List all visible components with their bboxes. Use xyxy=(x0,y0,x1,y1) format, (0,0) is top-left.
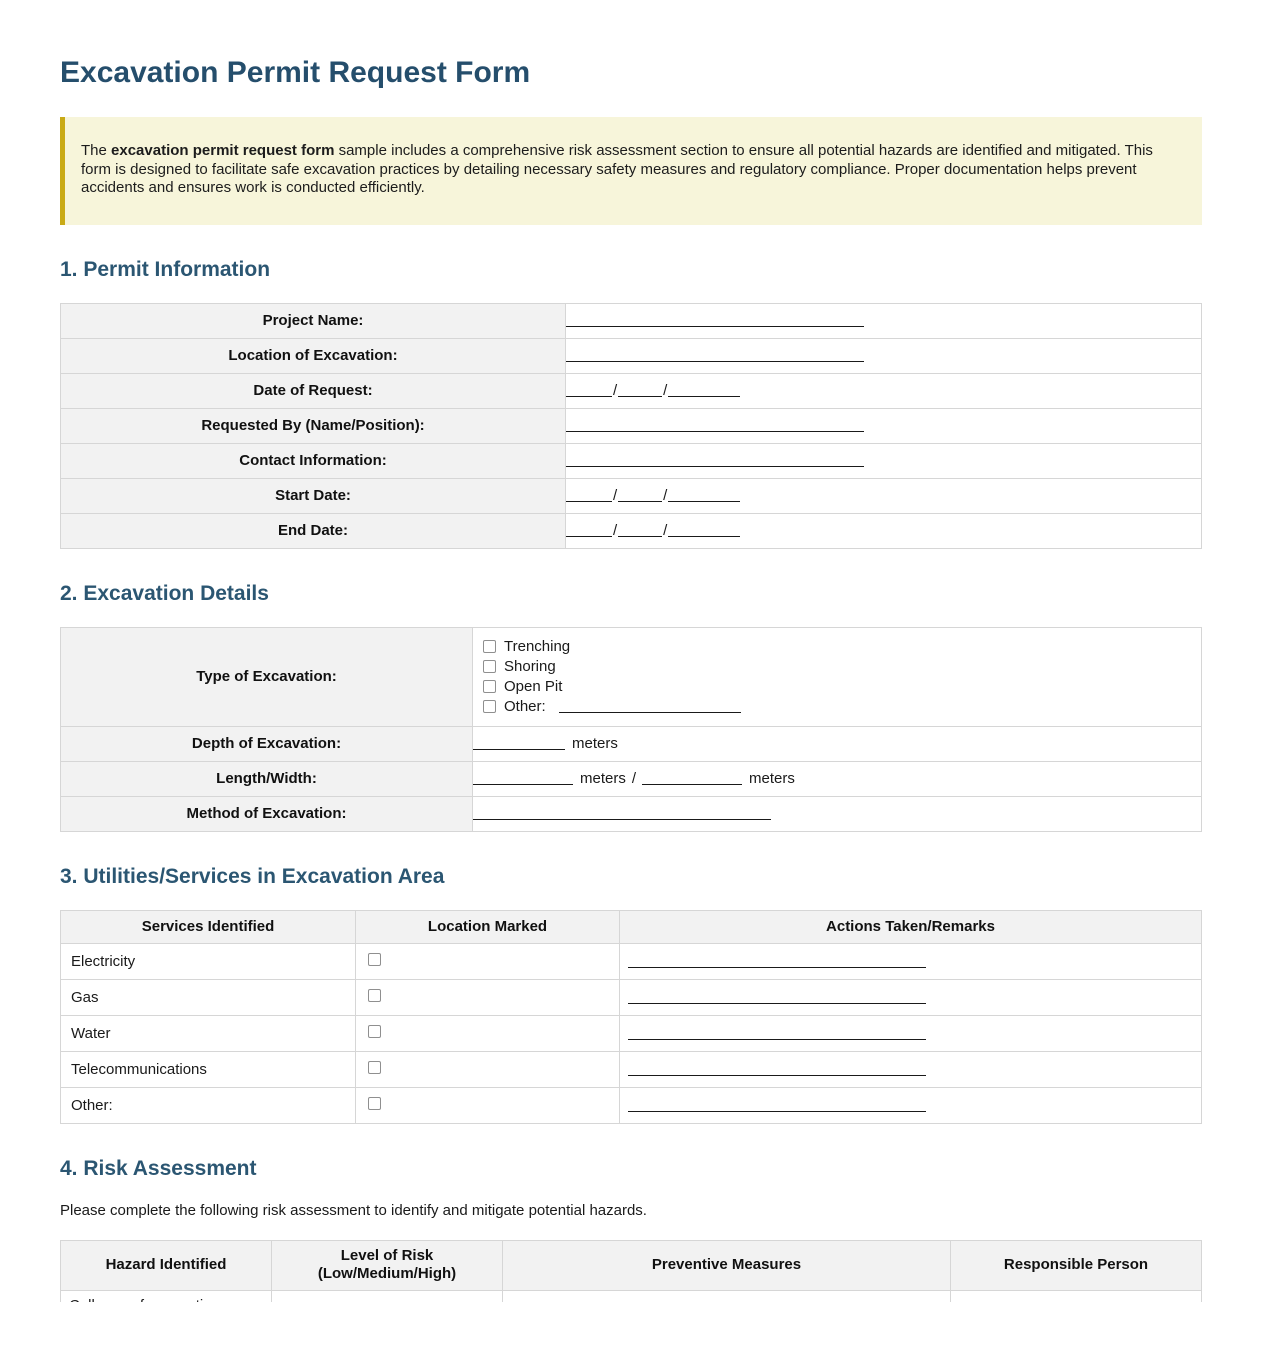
intro-note xyxy=(60,117,1202,225)
date-separator: / xyxy=(613,382,618,399)
table-row xyxy=(61,627,1202,726)
intro-rest: sample includes a comprehensive risk assessment section to ensure all potential hazards are identified and mitigated. This form is designed to facilitate safe excavation practices by detailing necessary safety measures and regulatory compliance. Proper documentation helps prevent accidents and ensures work is conducted efficiently. xyxy=(81,142,1153,196)
excavation-details-table xyxy=(60,627,1202,832)
blank-line xyxy=(566,454,864,467)
field-label-requested-by: Requested By (Name/Position): xyxy=(61,408,566,443)
blank-line xyxy=(642,772,742,785)
table-row xyxy=(61,513,1202,548)
field-label-location: Location of Excavation: xyxy=(61,338,566,373)
table-row xyxy=(61,443,1202,478)
meters-unit: meters xyxy=(580,770,626,787)
blank-line xyxy=(566,419,864,432)
marked-cell xyxy=(356,979,620,1015)
table-row xyxy=(61,408,1202,443)
meters-unit: meters xyxy=(572,735,618,752)
blank-line xyxy=(566,489,612,502)
blank-line-location xyxy=(566,338,1202,373)
table-row xyxy=(61,796,1202,831)
field-label-project-name: Project Name: xyxy=(61,303,566,338)
blank-line xyxy=(668,384,740,397)
option-other xyxy=(483,697,1201,717)
actions-cell xyxy=(620,1015,1202,1051)
field-label-method: Method of Excavation: xyxy=(61,796,473,831)
column-header-preventive-measures: Preventive Measures xyxy=(503,1240,951,1290)
date-separator: / xyxy=(613,487,618,504)
blank-line-project-name xyxy=(566,303,1202,338)
blank-line xyxy=(559,700,741,713)
slash-separator: / xyxy=(631,770,637,787)
length-width-field xyxy=(473,761,1202,796)
checkbox-trenching[interactable] xyxy=(483,640,496,653)
field-label-start-date: Start Date: xyxy=(61,478,566,513)
actions-cell xyxy=(620,943,1202,979)
utilities-table xyxy=(60,910,1202,1124)
blank-line xyxy=(668,489,740,502)
blank-line xyxy=(618,384,662,397)
blank-line xyxy=(566,349,864,362)
intro-highlight: excavation permit request form xyxy=(111,142,335,159)
checkbox-water-marked[interactable] xyxy=(368,1025,381,1038)
table-row xyxy=(61,979,1202,1015)
table-row xyxy=(61,726,1202,761)
section-heading-permit-information: 1. Permit Information xyxy=(60,257,271,281)
column-header-responsible-person: Responsible Person xyxy=(951,1240,1202,1290)
column-header-actions-taken: Actions Taken/Remarks xyxy=(620,910,1202,943)
table-header-row xyxy=(61,1240,1202,1290)
column-header-location-marked: Location Marked xyxy=(356,910,620,943)
table-row xyxy=(61,1015,1202,1051)
table-row xyxy=(61,373,1202,408)
blank-line xyxy=(668,524,740,537)
checkbox-telecommunications-marked[interactable] xyxy=(368,1061,381,1074)
intro-prefix: The xyxy=(81,142,112,159)
depth-field xyxy=(473,726,1202,761)
checkbox-other[interactable] xyxy=(483,700,496,713)
service-label-electricity: Electricity xyxy=(61,943,356,979)
risk-assessment-note: Please complete the following risk assessment to identify and mitigate potential hazards. xyxy=(60,1201,647,1219)
service-label-gas: Gas xyxy=(61,979,356,1015)
page-title: Excavation Permit Request Form xyxy=(60,56,531,89)
section-heading-utilities: 3. Utilities/Services in Excavation Area xyxy=(60,864,445,888)
blank-line-contact-information xyxy=(566,443,1202,478)
field-label-depth: Depth of Excavation: xyxy=(61,726,473,761)
blank-line xyxy=(628,1027,926,1040)
header-line: (Low/Medium/High) xyxy=(317,1265,457,1282)
checkbox-other-marked[interactable] xyxy=(368,1097,381,1110)
table-row xyxy=(61,943,1202,979)
service-label-other: Other: xyxy=(61,1087,356,1123)
marked-cell xyxy=(356,1015,620,1051)
blank-line xyxy=(473,807,771,820)
blank-line xyxy=(628,955,926,968)
table-row xyxy=(61,303,1202,338)
blank-line xyxy=(566,314,864,327)
blank-line xyxy=(628,1099,926,1112)
option-trenching xyxy=(483,637,1201,657)
type-of-excavation-options xyxy=(473,627,1202,726)
marked-cell xyxy=(356,1051,620,1087)
blank-line xyxy=(628,1063,926,1076)
checkbox-label: Open Pit xyxy=(504,678,563,695)
option-open-pit xyxy=(483,677,1201,697)
date-field-date-of-request xyxy=(566,373,1202,408)
blank-line-requested-by xyxy=(566,408,1202,443)
marked-cell xyxy=(356,943,620,979)
section-heading-excavation-details: 2. Excavation Details xyxy=(60,581,269,605)
checkbox-shoring[interactable] xyxy=(483,660,496,673)
meters-unit: meters xyxy=(749,770,795,787)
field-label-length-width: Length/Width: xyxy=(61,761,473,796)
method-field xyxy=(473,796,1202,831)
marked-cell xyxy=(356,1087,620,1123)
section-heading-risk-assessment: 4. Risk Assessment xyxy=(60,1156,257,1180)
field-label-end-date: End Date: xyxy=(61,513,566,548)
blank-line xyxy=(618,489,662,502)
field-label-contact-information: Contact Information: xyxy=(61,443,566,478)
field-label-type-of-excavation: Type of Excavation: xyxy=(61,627,473,726)
checkbox-gas-marked[interactable] xyxy=(368,989,381,1002)
permit-information-table xyxy=(60,303,1202,549)
date-separator: / xyxy=(613,522,618,539)
checkbox-label: Shoring xyxy=(504,658,556,675)
table-row xyxy=(61,338,1202,373)
date-field-start-date xyxy=(566,478,1202,513)
checkbox-open-pit[interactable] xyxy=(483,680,496,693)
service-label-telecommunications: Telecommunications xyxy=(61,1051,356,1087)
table-row xyxy=(61,761,1202,796)
blank-line xyxy=(566,384,612,397)
date-separator: / xyxy=(663,522,668,539)
table-header-row xyxy=(61,910,1202,943)
page-bottom-margin xyxy=(0,1302,1263,1351)
column-header-services-identified: Services Identified xyxy=(61,910,356,943)
table-row xyxy=(61,1087,1202,1123)
actions-cell xyxy=(620,979,1202,1015)
checkbox-label: Other: xyxy=(504,698,546,715)
date-field-end-date xyxy=(566,513,1202,548)
actions-cell xyxy=(620,1051,1202,1087)
date-separator: / xyxy=(663,487,668,504)
checkbox-electricity-marked[interactable] xyxy=(368,953,381,966)
blank-line xyxy=(628,991,926,1004)
checkbox-label: Trenching xyxy=(504,638,571,655)
table-row xyxy=(61,1051,1202,1087)
blank-line xyxy=(566,524,612,537)
field-label-date-of-request: Date of Request: xyxy=(61,373,566,408)
blank-line xyxy=(473,772,573,785)
service-label-water: Water xyxy=(61,1015,356,1051)
column-header-hazard-identified: Hazard Identified xyxy=(61,1240,272,1290)
actions-cell xyxy=(620,1087,1202,1123)
option-shoring xyxy=(483,657,1201,677)
date-separator: / xyxy=(663,382,668,399)
blank-line xyxy=(473,737,565,750)
table-row xyxy=(61,478,1202,513)
blank-line xyxy=(618,524,662,537)
column-header-level-of-risk xyxy=(272,1240,503,1290)
header-line: Level of Risk xyxy=(340,1247,434,1264)
